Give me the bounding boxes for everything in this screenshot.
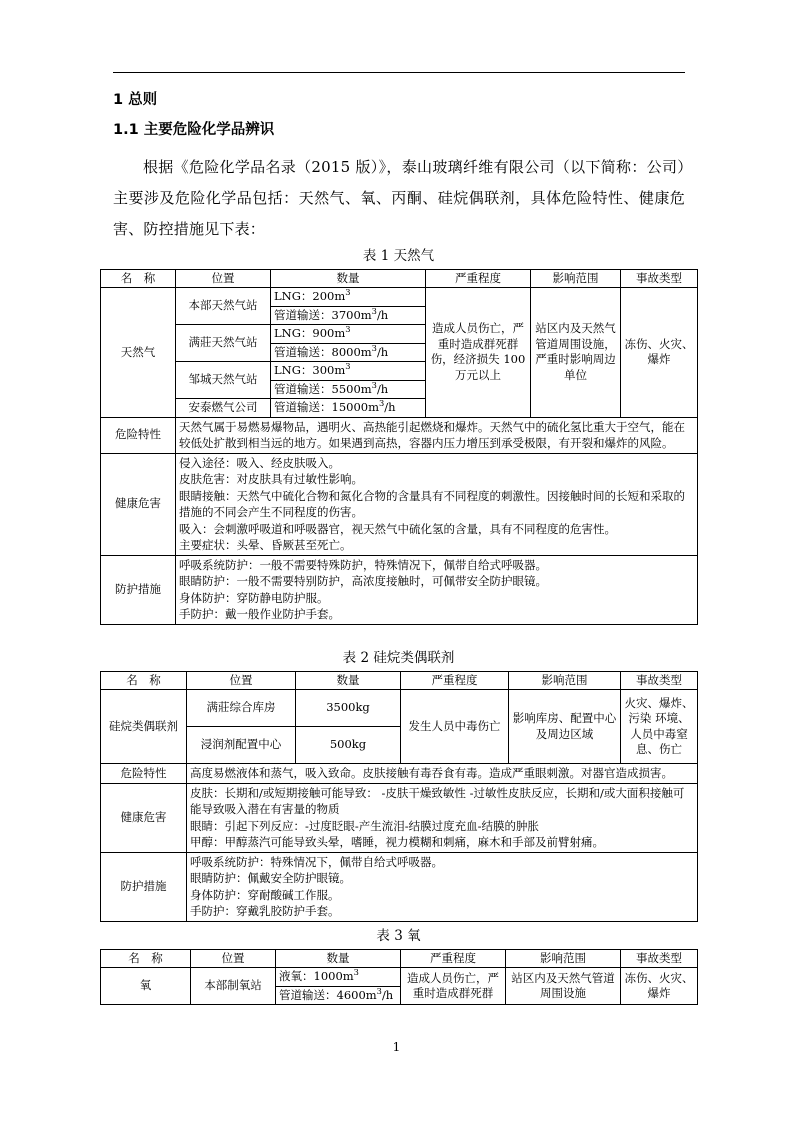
table2-label-protect: 防护措施 (101, 852, 187, 921)
table1-cell-quantity-3: 管道输送：$15000m^3/h$ (271, 399, 426, 418)
table1-cell-location-0: 本部天然气站 (176, 288, 271, 325)
table1-label-hazard: 危险特性 (101, 417, 176, 453)
table2-cell-location-1: 浸润剂配置中心 (187, 727, 296, 764)
section-heading-1: 1 总则 (113, 92, 158, 108)
superscript-cubic: 3 (371, 342, 377, 353)
table1-cell-name: 天然气 (101, 288, 176, 418)
table-row (101, 288, 698, 307)
table-row (101, 555, 698, 624)
table3-oxygen (100, 949, 698, 1006)
table-row (101, 453, 698, 555)
superscript-cubic: 3 (379, 398, 385, 409)
table2-label-hazard: 危险特性 (101, 764, 187, 784)
table1-cell-location-1: 满莊天然气站 (176, 325, 271, 362)
table3-header-severity: 严重程度 (401, 949, 506, 968)
table2-header-accident-type: 事故类型 (621, 671, 698, 690)
table1-header-severity: 严重程度 (426, 269, 531, 288)
table2-caption: 表 2 硅烷类偶联剂 (342, 650, 455, 666)
table-row (101, 764, 698, 784)
table2-text-protect (187, 852, 698, 921)
table1-cell-quantity-2b: 管道输送：$5500m^3/h$ (271, 380, 426, 399)
protect-line: 眼睛防护：佩戴安全防护眼镜。 (190, 871, 351, 885)
superscript-cubic: 3 (345, 361, 351, 372)
superscript-cubic: 3 (376, 985, 382, 996)
table2-header-quantity: 数量 (296, 671, 401, 690)
superscript-cubic: 3 (371, 305, 377, 316)
intro-paragraph: 根据《危险化学品名录（2015 版）》，泰山玻璃纤维有限公司（以下简称：公司）主要涉及危险化学品包括：天然气、氧、丙酮、硅烷偶联剂，具体危险特性、健康危害、防控措施见下表： (113, 158, 685, 238)
table2-header-row (101, 671, 698, 690)
health-line: 甲醇：甲醇蒸汽可能导致头晕，嗜睡，视力模糊和刺痛，麻木和手部及前臂射痛。 (190, 835, 604, 849)
superscript-cubic: 3 (345, 287, 351, 298)
health-line: 主要症状：头晕、昏厥甚至死亡。 (179, 538, 352, 552)
table3-header-scope: 影响范围 (506, 949, 621, 968)
table3-header-quantity: 数量 (276, 949, 401, 968)
protect-line: 身体防护：穿防静电防护服。 (179, 590, 329, 605)
health-line: 吸入：会刺激呼吸道和呼吸器官，视天然气中硫化氢的含量，具有不同程度的危害性。 (179, 521, 616, 536)
page-header-rule (113, 72, 685, 73)
table1-block (100, 250, 697, 625)
table1-cell-severity: 造成人员伤亡，严重时造成群死群伤，经济损失 100 万元以上 (426, 288, 531, 418)
table2-header-location: 位置 (187, 671, 296, 690)
table2-cell-name: 硅烷类偶联剂 (101, 690, 187, 764)
table1-header-name: 名 称 (101, 269, 176, 288)
table3-cell-severity: 造成人员伤亡，严重时造成群死群 (401, 968, 506, 1005)
table3-cell-quantity-b: 管道输送：$4600m^3/h$ (276, 986, 401, 1005)
table2-cell-accident-type: 火灾、爆炸、污染 环境、人员中毒窒息、伤亡 (621, 690, 698, 764)
table1-header-location: 位置 (176, 269, 271, 288)
table2-cell-location-0: 满莊综合库房 (187, 690, 296, 727)
superscript-cubic: 3 (371, 379, 377, 390)
health-line: 眼睛：引起下列反应：-过度眨眼-产生流泪-结膜过度充血-结膜的肿胀 (190, 818, 540, 833)
table2-label-health: 健康危害 (101, 783, 187, 852)
table1-natural-gas (100, 269, 698, 625)
protect-line: 眼睛防护：一般不需要特别防护，高浓度接触时，可佩带安全防护眼镜。 (179, 574, 547, 588)
health-line: 眼睛接触：天然气中硫化合物和氮化合物的含量具有不同程度的刺激性。因接触时间的长短和采取的措施的不同会产生不同程度的伤害。 (179, 488, 685, 519)
superscript-cubic: 3 (353, 967, 359, 978)
table1-text-hazard: 天然气属于易燃易爆物品，遇明火、高热能引起燃烧和爆炸。天然气中的硫化氢比重大于空气，能在较低处扩散到相当远的地方。如果遇到高热，容器内压力增压到承受极限，有开裂和爆炸的风险。 (176, 417, 698, 453)
table3-header-row (101, 949, 698, 968)
table2-text-health (187, 783, 698, 852)
table1-header-row (101, 269, 698, 288)
table1-cell-quantity-1b: 管道输送：$8000m^3/h$ (271, 343, 426, 362)
table1-label-health: 健康危害 (101, 453, 176, 555)
table1-caption: 表 1 天然气 (362, 248, 435, 264)
table1-text-protect (176, 555, 698, 624)
table2-cell-quantity-1: 500kg (296, 727, 401, 764)
table1-text-health (176, 453, 698, 555)
protect-line: 手防护：戴一般作业防护手套。 (179, 607, 340, 621)
table2-cell-scope: 影响库房、配置中心及周边区域 (509, 690, 621, 764)
table1-cell-quantity-0a: LNG：$200m^3$ (271, 288, 426, 307)
protect-line: 呼吸系统防护：一般不需要特殊防护，特殊情况下，佩带自给式呼吸器。 (179, 557, 547, 572)
table2-block (100, 652, 697, 922)
table-row (101, 690, 698, 727)
table1-header-scope: 影响范围 (531, 269, 621, 288)
table3-block (100, 930, 697, 1005)
table2-header-scope: 影响范围 (509, 671, 621, 690)
table1-label-protect: 防护措施 (101, 555, 176, 624)
table-row (101, 783, 698, 852)
health-line: 皮肤危害：对皮肤具有过敏性影响。 (179, 472, 363, 486)
table2-cell-quantity-0: 3500kg (296, 690, 401, 727)
table2-cell-severity: 发生人员中毒伤亡 (401, 690, 509, 764)
table-row (101, 852, 698, 921)
protect-line: 手防护：穿戴乳胶防护手套。 (190, 904, 340, 918)
protect-line: 身体防护：穿耐酸碱工作服。 (190, 887, 340, 902)
table1-cell-location-3: 安泰燃气公司 (176, 399, 271, 418)
health-line: 皮肤：长期和/或短期接触可能导致： -皮肤干燥致敏性 -过敏性皮肤反应，长期和/或大面积接触可能导致吸入潜在有害量的物质 (190, 785, 685, 816)
table3-header-name: 名 称 (101, 949, 191, 968)
table2-text-hazard: 高度易燃液体和蒸气，吸入致命。皮肤接触有毒吞食有毒。造成严重眼刺激。对器官造成损害。 (187, 764, 698, 784)
table1-cell-accident-type: 冻伤、火灾、爆炸 (621, 288, 698, 418)
table1-cell-scope: 站区内及天然气管道周围设施，严重时影响周边单位 (531, 288, 621, 418)
health-line: 侵入途径：吸入、经皮肤吸入。 (179, 455, 340, 470)
table3-cell-accident-type: 冻伤、火灾、爆炸 (621, 968, 698, 1005)
table1-cell-quantity-0b: 管道输送：$3700m^3/h$ (271, 306, 426, 325)
table1-header-quantity: 数量 (271, 269, 426, 288)
table1-cell-location-2: 邹城天然气站 (176, 362, 271, 399)
table-row (101, 417, 698, 453)
table2-silane-coupling-agent (100, 671, 698, 922)
table3-cell-scope: 站区内及天然气管道周围设施 (506, 968, 621, 1005)
table3-header-location: 位置 (191, 949, 276, 968)
superscript-cubic: 3 (345, 324, 351, 335)
table-row (101, 968, 698, 987)
table3-cell-quantity-a: 液氧：$1000m^3$ (276, 968, 401, 987)
table3-cell-location: 本部制氧站 (191, 968, 276, 1005)
protect-line: 呼吸系统防护：特殊情况下，佩带自给式呼吸器。 (190, 854, 443, 869)
table1-cell-quantity-1a: LNG：$900m^3$ (271, 325, 426, 344)
table3-header-accident-type: 事故类型 (621, 949, 698, 968)
table3-caption: 表 3 氧 (376, 928, 421, 944)
page-number: 1 (392, 1040, 401, 1054)
section-heading-1-1: 1.1 主要危险化学品辨识 (113, 122, 275, 138)
table1-cell-quantity-2a: LNG：$300m^3$ (271, 362, 426, 381)
table2-header-severity: 严重程度 (401, 671, 509, 690)
table3-cell-name: 氧 (101, 968, 191, 1005)
table2-header-name: 名 称 (101, 671, 187, 690)
table1-header-accident-type: 事故类型 (621, 269, 698, 288)
